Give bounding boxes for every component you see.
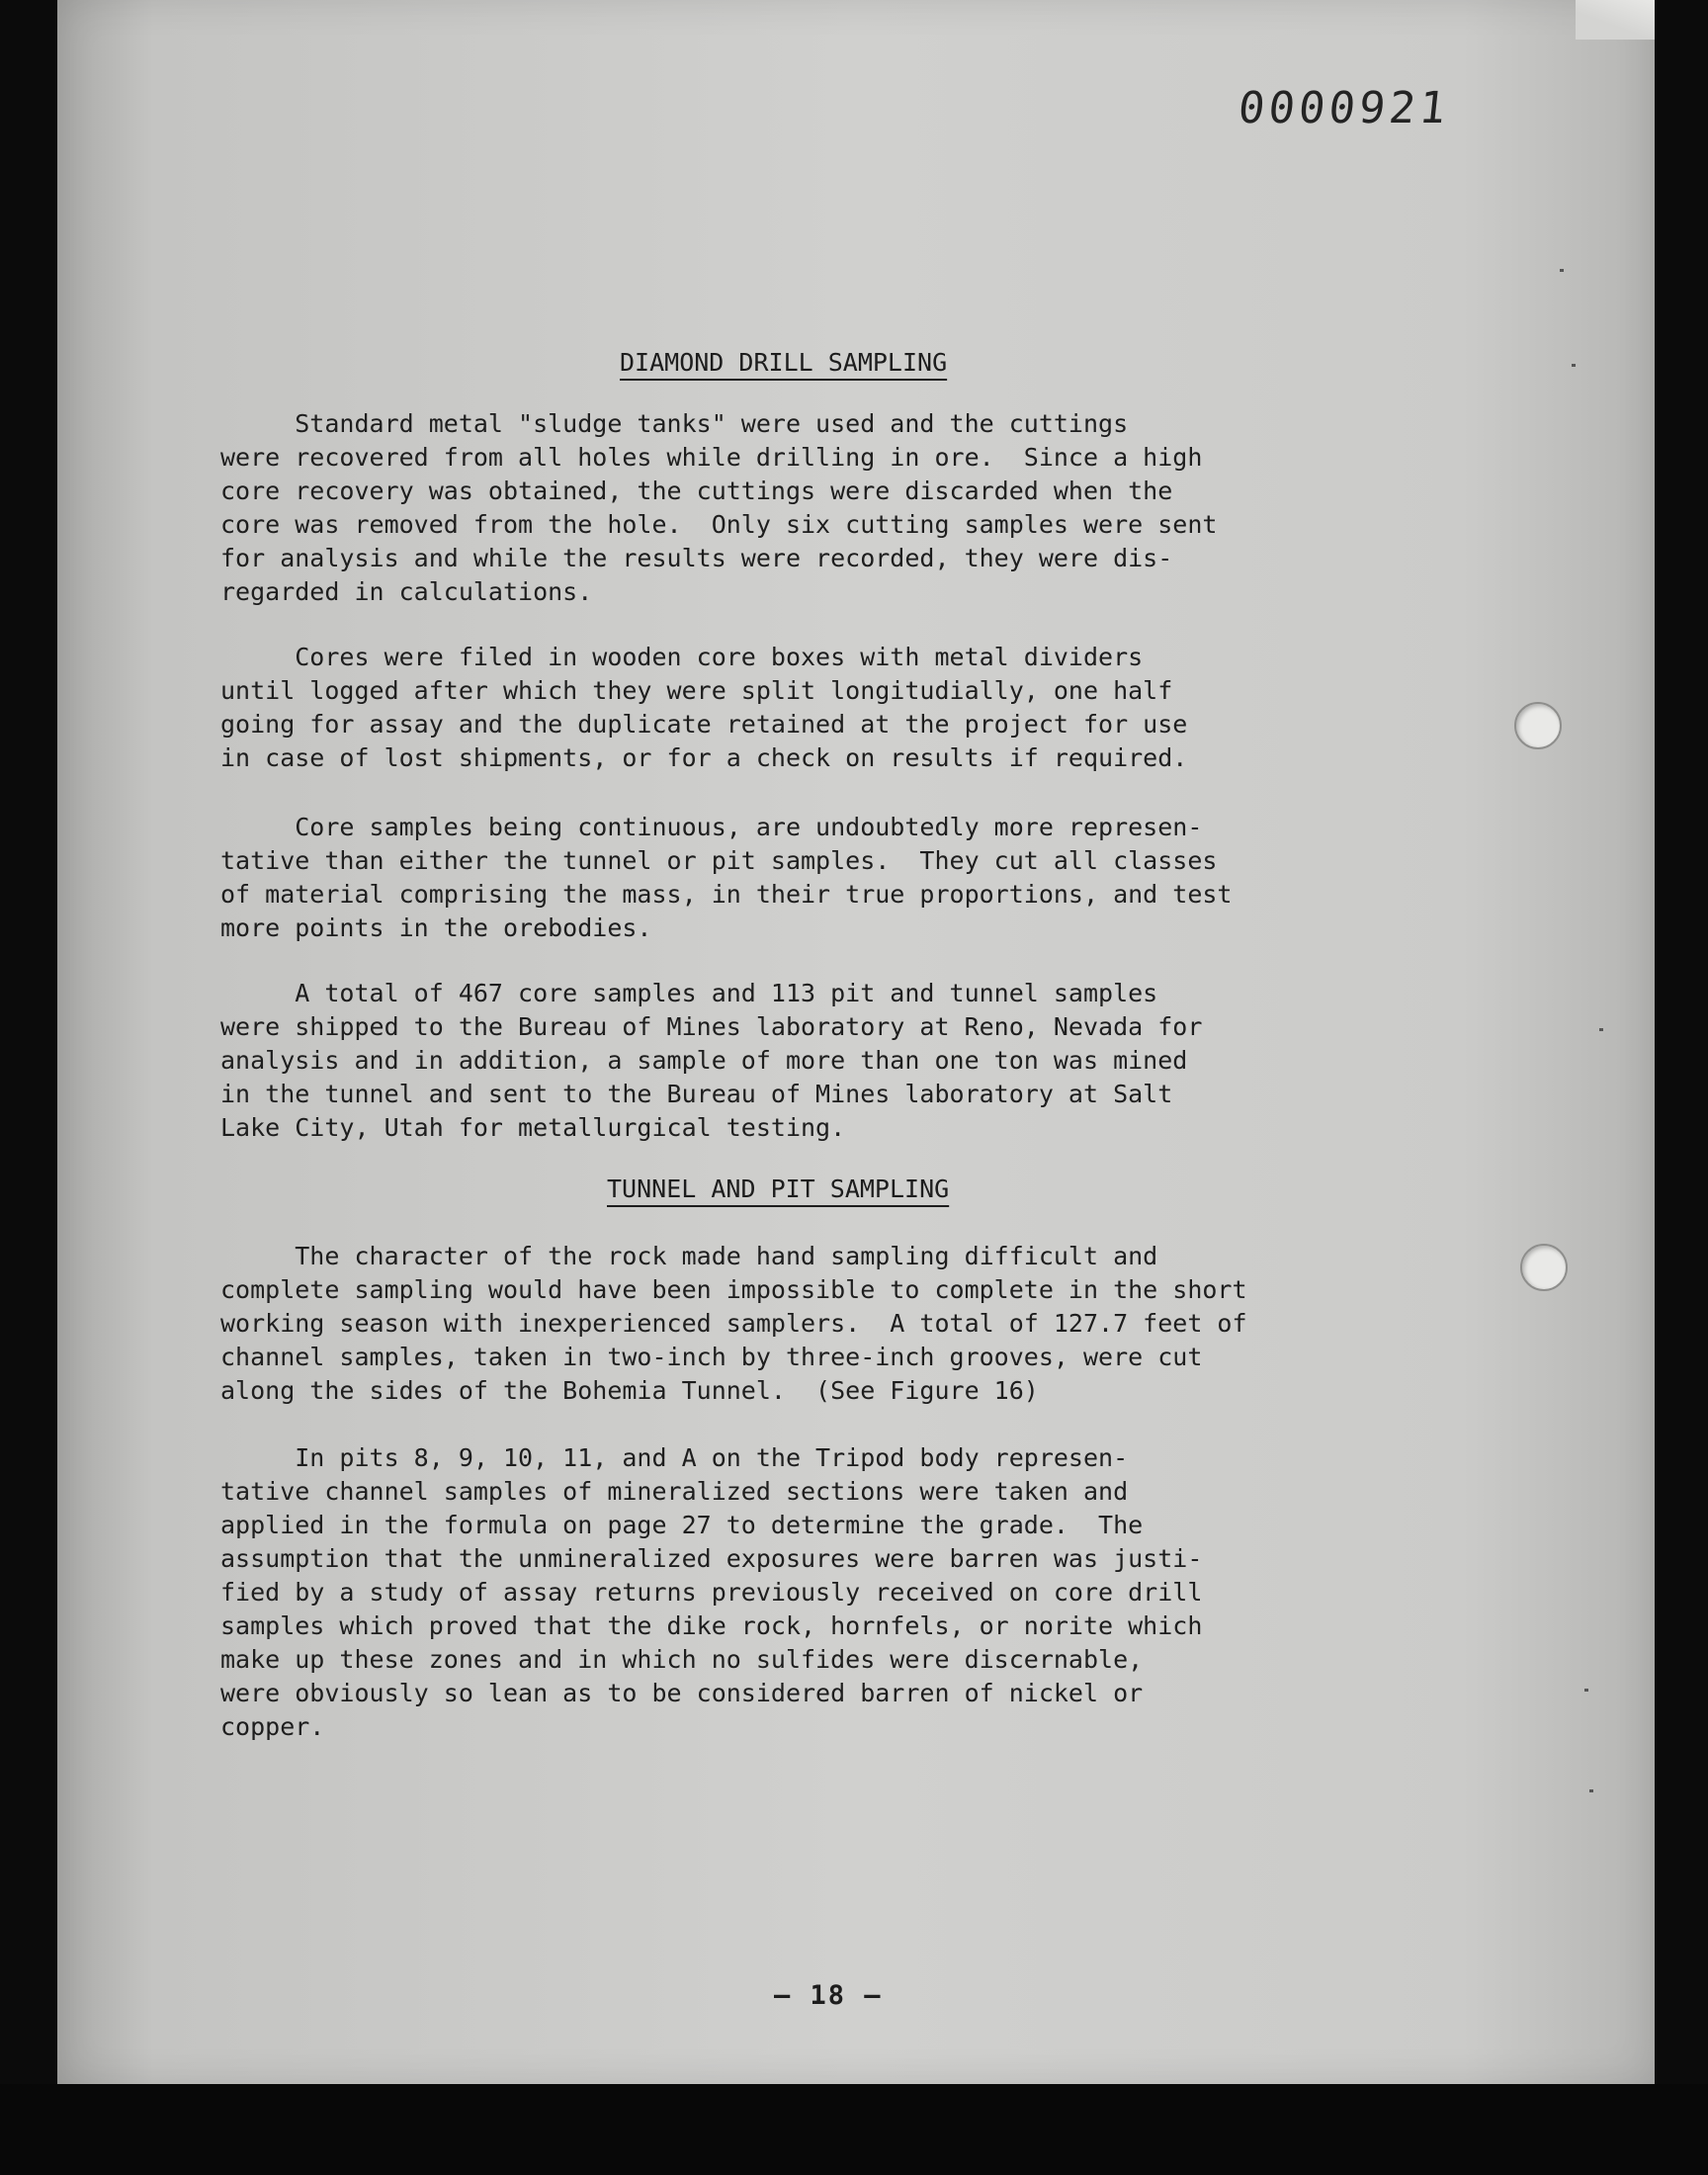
paragraph	[220, 811, 1436, 945]
speck	[1599, 1028, 1603, 1031]
speck	[1584, 1689, 1588, 1692]
text-line: in case of lost shipments, or for a check on results if required.	[220, 743, 1188, 772]
text-line: going for assay and the duplicate retained at the project for use	[220, 710, 1188, 739]
text-line: regarded in calculations.	[220, 577, 593, 606]
text-line: Core samples being continuous, are undoubtedly more represen-	[220, 813, 1203, 841]
binder-hole-bottom	[1520, 1244, 1568, 1291]
paragraph	[220, 977, 1436, 1145]
text-line: copper.	[220, 1712, 325, 1741]
paragraph	[220, 1240, 1436, 1408]
section-heading-diamond-drill: DIAMOND DRILL SAMPLING	[620, 348, 948, 377]
page-id-stamp: 0000921	[1236, 83, 1453, 133]
paragraph	[220, 407, 1436, 609]
text-line: Lake City, Utah for metallurgical testing.	[220, 1113, 846, 1142]
text-line: tative than either the tunnel or pit samples. They cut all classes	[220, 846, 1218, 875]
text-line: applied in the formula on page 27 to determine the grade. The	[220, 1511, 1144, 1539]
text-line: The character of the rock made hand sampling difficult and	[220, 1242, 1158, 1270]
speck	[1572, 364, 1576, 367]
text-line: were recovered from all holes while drilling in ore. Since a high	[220, 443, 1203, 472]
text-line: A total of 467 core samples and 113 pit and tunnel samples	[220, 979, 1158, 1007]
text-line: more points in the orebodies.	[220, 914, 652, 942]
text-line: tative channel samples of mineralized sections were taken and	[220, 1477, 1129, 1506]
text-line: core was removed from the hole. Only six cutting samples were sent	[220, 510, 1218, 539]
text-line: working season with inexperienced samplers. A total of 127.7 feet of	[220, 1309, 1247, 1338]
text-line: core recovery was obtained, the cuttings were discarded when the	[220, 477, 1173, 505]
text-line: Standard metal "sludge tanks" were used and the cuttings	[220, 409, 1129, 438]
binder-hole-top	[1514, 702, 1562, 749]
text-line: complete sampling would have been impossible to complete in the short	[220, 1275, 1247, 1304]
text-line: were obviously so lean as to be considered barren of nickel or	[220, 1679, 1144, 1707]
text-line: of material comprising the mass, in their true proportions, and test	[220, 880, 1233, 909]
paragraph	[220, 641, 1436, 775]
text-line: In pits 8, 9, 10, 11, and A on the Tripod body represen-	[220, 1443, 1129, 1472]
speck	[1589, 1789, 1593, 1792]
text-line: Cores were filed in wooden core boxes with metal dividers	[220, 643, 1144, 671]
text-line: along the sides of the Bohemia Tunnel. (See Figure 16)	[220, 1376, 1039, 1405]
text-line: make up these zones and in which no sulfides were discernable,	[220, 1645, 1144, 1674]
speck	[1560, 269, 1564, 272]
text-line: analysis and in addition, a sample of more than one ton was mined	[220, 1046, 1188, 1075]
text-line: were shipped to the Bureau of Mines laboratory at Reno, Nevada for	[220, 1012, 1203, 1041]
text-line: assumption that the unmineralized exposures were barren was justi-	[220, 1544, 1203, 1573]
text-line: until logged after which they were split longitudially, one half	[220, 676, 1173, 705]
paragraph	[220, 1441, 1436, 1744]
text-line: channel samples, taken in two-inch by three-inch grooves, were cut	[220, 1343, 1203, 1371]
text-line: for analysis and while the results were recorded, they were dis-	[220, 544, 1173, 572]
page-curl	[1576, 0, 1655, 40]
scanner-edge	[0, 2084, 1708, 2175]
section-heading-tunnel-pit: TUNNEL AND PIT SAMPLING	[607, 1174, 950, 1203]
text-line: samples which proved that the dike rock, hornfels, or norite which	[220, 1611, 1203, 1640]
page-number: – 18 –	[774, 1980, 883, 2011]
text-line: in the tunnel and sent to the Bureau of Mines laboratory at Salt	[220, 1080, 1173, 1108]
text-line: fied by a study of assay returns previously received on core drill	[220, 1578, 1203, 1607]
